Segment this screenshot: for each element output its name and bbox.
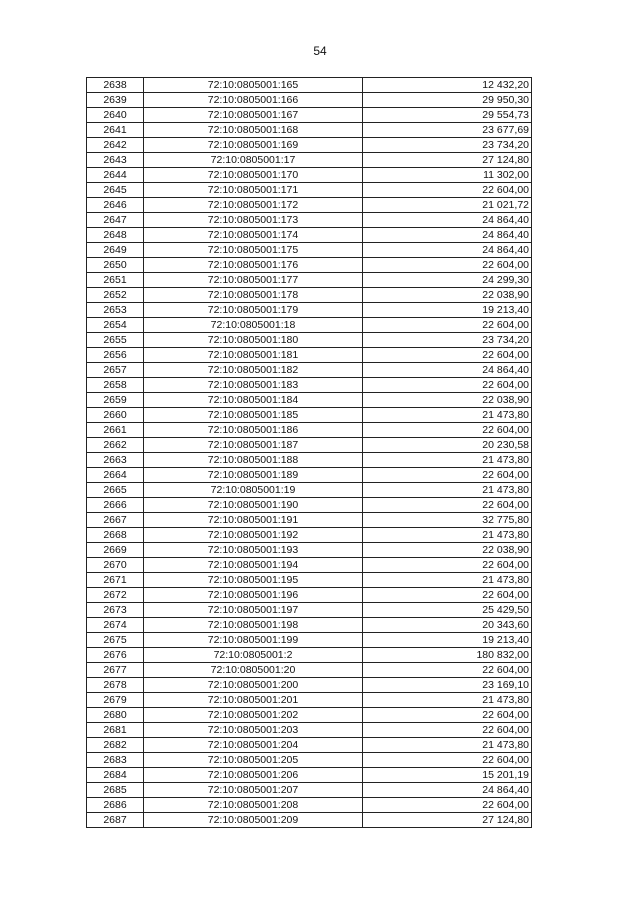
cadastral-number-cell: 72:10:0805001:180 (144, 333, 363, 348)
table-row (87, 423, 532, 438)
value-cell: 21 473,80 (363, 573, 532, 588)
cadastral-number-cell: 72:10:0805001:204 (144, 738, 363, 753)
value-cell: 24 864,40 (363, 243, 532, 258)
row-number-cell: 2677 (87, 663, 144, 678)
cadastral-number-cell: 72:10:0805001:173 (144, 213, 363, 228)
cadastral-number-cell: 72:10:0805001:199 (144, 633, 363, 648)
row-number-cell: 2681 (87, 723, 144, 738)
table-row (87, 153, 532, 168)
row-number-cell: 2674 (87, 618, 144, 633)
table-row (87, 198, 532, 213)
value-cell: 12 432,20 (363, 78, 532, 93)
cadastral-number-cell: 72:10:0805001:207 (144, 783, 363, 798)
row-number-cell: 2653 (87, 303, 144, 318)
row-number-cell: 2672 (87, 588, 144, 603)
page-number: 54 (313, 44, 327, 58)
row-number-cell: 2687 (87, 813, 144, 828)
cadastral-number-cell: 72:10:0805001:209 (144, 813, 363, 828)
value-cell: 29 950,30 (363, 93, 532, 108)
cadastral-number-cell: 72:10:0805001:186 (144, 423, 363, 438)
table-row (87, 738, 532, 753)
cadastral-number-cell: 72:10:0805001:198 (144, 618, 363, 633)
table-row (87, 78, 532, 93)
table-row (87, 723, 532, 738)
cadastral-number-cell: 72:10:0805001:181 (144, 348, 363, 363)
cadastral-number-cell: 72:10:0805001:184 (144, 393, 363, 408)
row-number-cell: 2646 (87, 198, 144, 213)
table-row (87, 558, 532, 573)
value-cell: 24 864,40 (363, 228, 532, 243)
value-cell: 20 230,58 (363, 438, 532, 453)
cadastral-number-cell: 72:10:0805001:176 (144, 258, 363, 273)
cadastral-number-cell: 72:10:0805001:201 (144, 693, 363, 708)
cadastral-number-cell: 72:10:0805001:189 (144, 468, 363, 483)
table-row (87, 663, 532, 678)
value-cell: 25 429,50 (363, 603, 532, 618)
table-row (87, 513, 532, 528)
cadastral-number-cell: 72:10:0805001:166 (144, 93, 363, 108)
cadastral-number-cell: 72:10:0805001:192 (144, 528, 363, 543)
value-cell: 23 677,69 (363, 123, 532, 138)
table-row (87, 453, 532, 468)
table-row (87, 348, 532, 363)
row-number-cell: 2641 (87, 123, 144, 138)
row-number-cell: 2679 (87, 693, 144, 708)
cadastral-number-cell: 72:10:0805001:174 (144, 228, 363, 243)
row-number-cell: 2664 (87, 468, 144, 483)
value-cell: 32 775,80 (363, 513, 532, 528)
table-row (87, 528, 532, 543)
table-row (87, 408, 532, 423)
value-cell: 21 473,80 (363, 528, 532, 543)
cadastral-number-cell: 72:10:0805001:200 (144, 678, 363, 693)
cadastral-number-cell: 72:10:0805001:17 (144, 153, 363, 168)
table-row (87, 633, 532, 648)
row-number-cell: 2668 (87, 528, 144, 543)
table-row (87, 588, 532, 603)
table-row (87, 183, 532, 198)
table-row (87, 468, 532, 483)
value-cell: 24 299,30 (363, 273, 532, 288)
table-row (87, 318, 532, 333)
row-number-cell: 2647 (87, 213, 144, 228)
table-row (87, 93, 532, 108)
cadastral-number-cell: 72:10:0805001:167 (144, 108, 363, 123)
row-number-cell: 2678 (87, 678, 144, 693)
row-number-cell: 2639 (87, 93, 144, 108)
value-cell: 22 604,00 (363, 468, 532, 483)
cadastral-number-cell: 72:10:0805001:182 (144, 363, 363, 378)
cadastral-number-cell: 72:10:0805001:194 (144, 558, 363, 573)
row-number-cell: 2651 (87, 273, 144, 288)
value-cell: 22 604,00 (363, 798, 532, 813)
row-number-cell: 2673 (87, 603, 144, 618)
table-row (87, 378, 532, 393)
cadastral-number-cell: 72:10:0805001:178 (144, 288, 363, 303)
value-cell: 22 604,00 (363, 423, 532, 438)
row-number-cell: 2670 (87, 558, 144, 573)
cadastral-number-cell: 72:10:0805001:165 (144, 78, 363, 93)
cadastral-value-table (86, 77, 532, 828)
cadastral-number-cell: 72:10:0805001:19 (144, 483, 363, 498)
value-cell: 22 038,90 (363, 543, 532, 558)
row-number-cell: 2684 (87, 768, 144, 783)
table-row (87, 498, 532, 513)
table-row (87, 618, 532, 633)
value-cell: 22 604,00 (363, 723, 532, 738)
value-cell: 23 169,10 (363, 678, 532, 693)
table-row (87, 648, 532, 663)
value-cell: 24 864,40 (363, 213, 532, 228)
row-number-cell: 2648 (87, 228, 144, 243)
cadastral-number-cell: 72:10:0805001:205 (144, 753, 363, 768)
value-cell: 180 832,00 (363, 648, 532, 663)
value-cell: 21 021,72 (363, 198, 532, 213)
cadastral-number-cell: 72:10:0805001:172 (144, 198, 363, 213)
value-cell: 22 604,00 (363, 183, 532, 198)
row-number-cell: 2662 (87, 438, 144, 453)
value-cell: 20 343,60 (363, 618, 532, 633)
table-row (87, 168, 532, 183)
value-cell: 22 604,00 (363, 498, 532, 513)
table-row (87, 813, 532, 828)
value-cell: 15 201,19 (363, 768, 532, 783)
value-cell: 22 038,90 (363, 288, 532, 303)
row-number-cell: 2685 (87, 783, 144, 798)
row-number-cell: 2680 (87, 708, 144, 723)
cadastral-number-cell: 72:10:0805001:170 (144, 168, 363, 183)
row-number-cell: 2686 (87, 798, 144, 813)
row-number-cell: 2667 (87, 513, 144, 528)
value-cell: 22 604,00 (363, 708, 532, 723)
row-number-cell: 2655 (87, 333, 144, 348)
value-cell: 27 124,80 (363, 153, 532, 168)
table-row (87, 783, 532, 798)
row-number-cell: 2682 (87, 738, 144, 753)
row-number-cell: 2669 (87, 543, 144, 558)
cadastral-number-cell: 72:10:0805001:191 (144, 513, 363, 528)
value-cell: 21 473,80 (363, 453, 532, 468)
table-row (87, 288, 532, 303)
value-cell: 22 604,00 (363, 588, 532, 603)
row-number-cell: 2649 (87, 243, 144, 258)
table-row (87, 303, 532, 318)
row-number-cell: 2659 (87, 393, 144, 408)
table-row (87, 543, 532, 558)
cadastral-number-cell: 72:10:0805001:197 (144, 603, 363, 618)
row-number-cell: 2661 (87, 423, 144, 438)
value-cell: 19 213,40 (363, 633, 532, 648)
table-row (87, 393, 532, 408)
value-cell: 22 604,00 (363, 558, 532, 573)
table-row (87, 333, 532, 348)
cadastral-number-cell: 72:10:0805001:203 (144, 723, 363, 738)
table-row (87, 768, 532, 783)
value-cell: 22 604,00 (363, 378, 532, 393)
cadastral-number-cell: 72:10:0805001:175 (144, 243, 363, 258)
table-row (87, 708, 532, 723)
cadastral-number-cell: 72:10:0805001:195 (144, 573, 363, 588)
cadastral-number-cell: 72:10:0805001:171 (144, 183, 363, 198)
table-row (87, 798, 532, 813)
table-row (87, 108, 532, 123)
cadastral-number-cell: 72:10:0805001:177 (144, 273, 363, 288)
value-cell: 22 604,00 (363, 318, 532, 333)
row-number-cell: 2671 (87, 573, 144, 588)
value-cell: 23 734,20 (363, 333, 532, 348)
row-number-cell: 2660 (87, 408, 144, 423)
row-number-cell: 2663 (87, 453, 144, 468)
row-number-cell: 2656 (87, 348, 144, 363)
cadastral-number-cell: 72:10:0805001:208 (144, 798, 363, 813)
row-number-cell: 2658 (87, 378, 144, 393)
value-cell: 22 604,00 (363, 753, 532, 768)
cadastral-number-cell: 72:10:0805001:190 (144, 498, 363, 513)
value-cell: 21 473,80 (363, 483, 532, 498)
value-cell: 22 038,90 (363, 393, 532, 408)
value-cell: 24 864,40 (363, 783, 532, 798)
table-row (87, 228, 532, 243)
row-number-cell: 2640 (87, 108, 144, 123)
value-cell: 22 604,00 (363, 663, 532, 678)
row-number-cell: 2657 (87, 363, 144, 378)
value-cell: 11 302,00 (363, 168, 532, 183)
table-body (87, 78, 532, 828)
cadastral-number-cell: 72:10:0805001:18 (144, 318, 363, 333)
cadastral-number-cell: 72:10:0805001:183 (144, 378, 363, 393)
row-number-cell: 2638 (87, 78, 144, 93)
value-cell: 21 473,80 (363, 408, 532, 423)
row-number-cell: 2676 (87, 648, 144, 663)
table-row (87, 438, 532, 453)
table-row (87, 138, 532, 153)
table-row (87, 483, 532, 498)
cadastral-number-cell: 72:10:0805001:20 (144, 663, 363, 678)
value-cell: 19 213,40 (363, 303, 532, 318)
table-row (87, 693, 532, 708)
row-number-cell: 2675 (87, 633, 144, 648)
value-cell: 21 473,80 (363, 738, 532, 753)
table-row (87, 258, 532, 273)
value-cell: 23 734,20 (363, 138, 532, 153)
cadastral-number-cell: 72:10:0805001:202 (144, 708, 363, 723)
table-row (87, 363, 532, 378)
row-number-cell: 2652 (87, 288, 144, 303)
table-row (87, 603, 532, 618)
cadastral-number-cell: 72:10:0805001:185 (144, 408, 363, 423)
table-row (87, 753, 532, 768)
cadastral-number-cell: 72:10:0805001:196 (144, 588, 363, 603)
table-row (87, 678, 532, 693)
cadastral-number-cell: 72:10:0805001:188 (144, 453, 363, 468)
cadastral-number-cell: 72:10:0805001:193 (144, 543, 363, 558)
row-number-cell: 2642 (87, 138, 144, 153)
table-row (87, 123, 532, 138)
value-cell: 21 473,80 (363, 693, 532, 708)
value-cell: 24 864,40 (363, 363, 532, 378)
row-number-cell: 2645 (87, 183, 144, 198)
cadastral-number-cell: 72:10:0805001:168 (144, 123, 363, 138)
table-row (87, 273, 532, 288)
row-number-cell: 2666 (87, 498, 144, 513)
value-cell: 27 124,80 (363, 813, 532, 828)
table-row (87, 573, 532, 588)
value-cell: 22 604,00 (363, 348, 532, 363)
row-number-cell: 2683 (87, 753, 144, 768)
value-cell: 22 604,00 (363, 258, 532, 273)
row-number-cell: 2665 (87, 483, 144, 498)
table-row (87, 213, 532, 228)
row-number-cell: 2654 (87, 318, 144, 333)
cadastral-number-cell: 72:10:0805001:179 (144, 303, 363, 318)
table-row (87, 243, 532, 258)
value-cell: 29 554,73 (363, 108, 532, 123)
row-number-cell: 2650 (87, 258, 144, 273)
cadastral-number-cell: 72:10:0805001:2 (144, 648, 363, 663)
cadastral-number-cell: 72:10:0805001:206 (144, 768, 363, 783)
cadastral-number-cell: 72:10:0805001:187 (144, 438, 363, 453)
cadastral-number-cell: 72:10:0805001:169 (144, 138, 363, 153)
row-number-cell: 2644 (87, 168, 144, 183)
row-number-cell: 2643 (87, 153, 144, 168)
